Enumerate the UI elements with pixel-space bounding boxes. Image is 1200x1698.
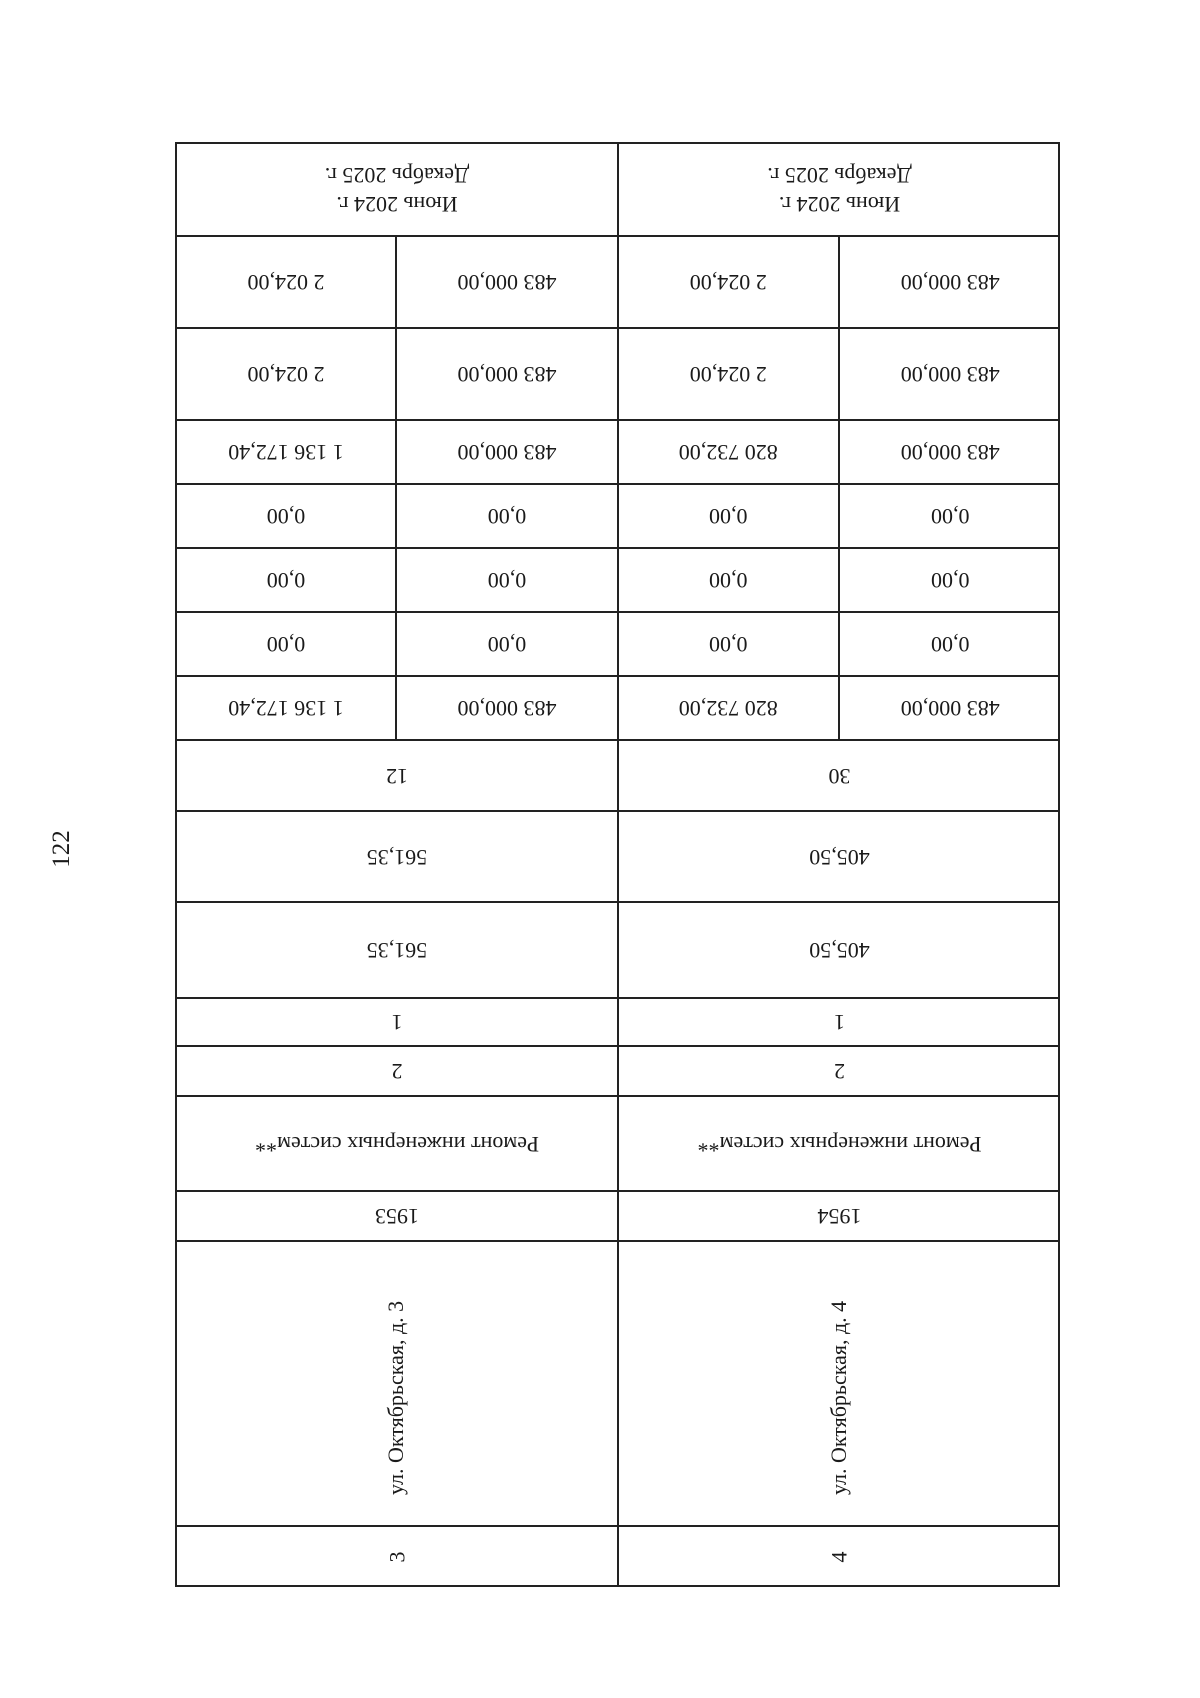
- sum-value: 0,00: [487, 568, 527, 594]
- col-2-value: 2: [834, 1059, 845, 1085]
- sum-value: 0,00: [709, 504, 748, 530]
- sum-value: 1 136 172,40: [228, 696, 344, 722]
- sum-value: 0,00: [930, 632, 969, 658]
- sum-value: 483 000,00: [457, 440, 557, 466]
- sum-row-3: [619, 549, 1060, 613]
- area-value: 405,50: [809, 938, 870, 964]
- area-value: 561,35: [366, 938, 428, 964]
- area-value: 405,50: [809, 844, 870, 870]
- sum-value: 2 024,00: [247, 362, 325, 388]
- area-cell-2: [619, 812, 1060, 903]
- row-number: 3: [384, 1551, 409, 1563]
- sum-row-3: [177, 549, 617, 613]
- sum-row-7: [177, 237, 617, 329]
- sum-value: 483 000,00: [457, 696, 557, 722]
- period-start: Июнь 2024 г.: [778, 192, 901, 218]
- sum-value: 483 000,00: [457, 362, 557, 388]
- sum-value: 820 732,00: [678, 696, 778, 722]
- sum-value: 820 732,00: [678, 440, 778, 466]
- period-cell: [177, 144, 617, 237]
- sum-row-1: [177, 677, 617, 741]
- sum-row-1: [619, 677, 1060, 741]
- area-cell-2: [177, 812, 617, 903]
- year-value: 1954: [817, 1204, 862, 1230]
- col-2-value: 2: [391, 1059, 403, 1085]
- sum-value: 0,00: [266, 568, 306, 594]
- sum-value: 2 024,00: [247, 270, 325, 296]
- work-type-cell: [619, 1097, 1060, 1192]
- col-1-cell: [619, 999, 1060, 1047]
- sum-row-4: [619, 485, 1060, 549]
- residents-cell: [177, 741, 617, 812]
- sum-value: 0,00: [930, 568, 969, 594]
- table-row-4: [617, 144, 1060, 1585]
- row-number-cell: [619, 1527, 1060, 1587]
- area-cell-1: [619, 903, 1060, 999]
- row-number: 4: [826, 1551, 852, 1563]
- sum-value: 483 000,00: [900, 696, 1000, 722]
- year-value: 1953: [375, 1204, 419, 1230]
- sum-value: 0,00: [709, 632, 748, 658]
- sum-value: 0,00: [266, 504, 306, 530]
- area-cell-1: [177, 903, 617, 999]
- col-2-cell: [619, 1047, 1060, 1097]
- table-row-3: [177, 144, 617, 1585]
- sum-value: 483 000,00: [457, 270, 557, 296]
- page-number: 122: [48, 830, 75, 868]
- year-cell: [177, 1192, 617, 1242]
- sum-row-2: [619, 613, 1060, 677]
- col-2-cell: [177, 1047, 617, 1097]
- residents-value: 30: [828, 763, 851, 789]
- col-1-value: 1: [391, 1010, 403, 1036]
- sum-value: 483 000,00: [900, 362, 1000, 388]
- sum-value: 0,00: [266, 632, 306, 658]
- residents-value: 12: [386, 763, 408, 789]
- work-type-value: Ремонт инженерных систем**: [697, 1131, 982, 1157]
- sum-row-6: [619, 329, 1060, 421]
- sum-row-6: [177, 329, 617, 421]
- area-value: 561,35: [366, 844, 428, 870]
- address-value: ул. Октябрьская, д. 3: [383, 1300, 408, 1495]
- address-value: ул. Октябрьская, д. 4: [825, 1300, 851, 1495]
- sum-value: 483 000,00: [900, 270, 1000, 296]
- sum-value: 1 136 172,40: [228, 440, 344, 466]
- residents-cell: [619, 741, 1060, 812]
- row-number-cell: [177, 1527, 617, 1587]
- repair-schedule-table: [175, 142, 1060, 1587]
- sum-value: 0,00: [930, 504, 969, 530]
- period-end: Декабрь 2025 г.: [324, 163, 470, 189]
- sum-row-7: [619, 237, 1060, 329]
- sum-row-4: [177, 485, 617, 549]
- period-cell: [619, 144, 1060, 237]
- sum-row-2: [177, 613, 617, 677]
- sum-value: 0,00: [487, 632, 527, 658]
- sum-value: 0,00: [487, 504, 527, 530]
- sum-row-5: [619, 421, 1060, 485]
- address-cell: [177, 1242, 617, 1527]
- sum-value: 0,00: [709, 568, 748, 594]
- col-1-cell: [177, 999, 617, 1047]
- period-start: Июнь 2024 г.: [336, 192, 458, 218]
- address-cell: [619, 1242, 1060, 1527]
- sum-value: 2 024,00: [689, 270, 767, 296]
- col-1-value: 1: [834, 1010, 845, 1036]
- work-type-cell: [177, 1097, 617, 1192]
- sum-value: 483 000,00: [900, 440, 1000, 466]
- sum-value: 2 024,00: [689, 362, 767, 388]
- sum-row-5: [177, 421, 617, 485]
- year-cell: [619, 1192, 1060, 1242]
- work-type-value: Ремонт инженерных систем**: [255, 1131, 539, 1157]
- period-end: Декабрь 2025 г.: [767, 163, 912, 189]
